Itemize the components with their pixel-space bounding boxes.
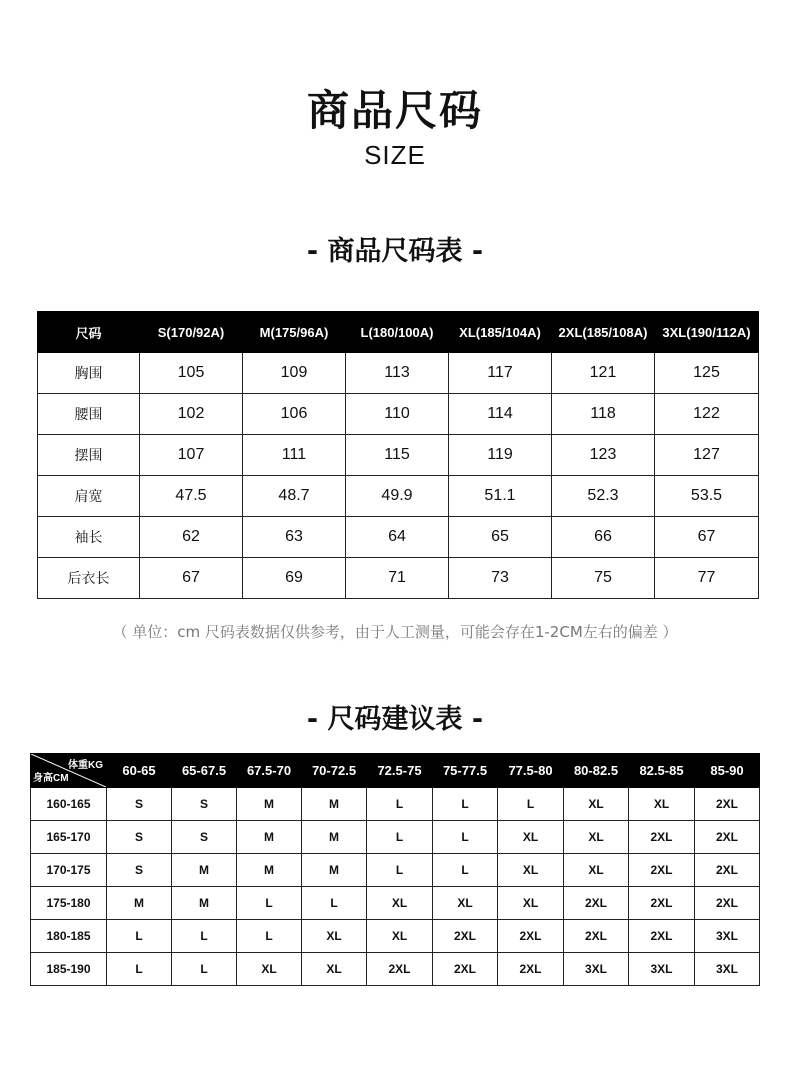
table-cell: 118 — [552, 394, 655, 435]
table-cell: 75 — [552, 558, 655, 599]
table-cell: 125 — [655, 353, 759, 394]
recommended-size-cell: S — [107, 788, 172, 821]
recommended-size-cell: L — [367, 854, 433, 887]
recommended-size-cell: 2XL — [629, 821, 695, 854]
column-header: S(170/92A) — [140, 312, 243, 353]
recommended-size-cell: XL — [302, 953, 367, 986]
height-range-cell: 180-185 — [31, 920, 107, 953]
table-cell: 127 — [655, 435, 759, 476]
table-row — [31, 854, 760, 887]
table-cell: 102 — [140, 394, 243, 435]
recommended-size-cell: L — [302, 887, 367, 920]
recommended-size-cell: XL — [367, 887, 433, 920]
table-row — [38, 353, 759, 394]
recommended-size-cell: 2XL — [629, 920, 695, 953]
recommended-size-cell: 2XL — [695, 854, 760, 887]
table-cell: 115 — [346, 435, 449, 476]
table-row — [38, 394, 759, 435]
table-row — [31, 887, 760, 920]
recommended-size-cell: 2XL — [498, 920, 564, 953]
recommended-size-cell: 2XL — [629, 854, 695, 887]
recommended-size-cell: M — [237, 854, 302, 887]
recommended-size-cell: S — [107, 854, 172, 887]
recommended-size-cell: XL — [564, 788, 629, 821]
recommended-size-cell: XL — [367, 920, 433, 953]
size-recommendation-table — [30, 753, 760, 986]
table-cell: 110 — [346, 394, 449, 435]
recommended-size-cell: XL — [564, 854, 629, 887]
recommended-size-cell: M — [172, 887, 237, 920]
table-row — [31, 821, 760, 854]
recommended-size-cell: XL — [498, 854, 564, 887]
recommended-size-cell: L — [367, 821, 433, 854]
table-cell: 107 — [140, 435, 243, 476]
recommended-size-cell: 2XL — [695, 887, 760, 920]
weight-column-header: 75-77.5 — [433, 754, 498, 788]
recommended-size-cell: 2XL — [564, 920, 629, 953]
height-range-cell: 160-165 — [31, 788, 107, 821]
weight-column-header: 85-90 — [695, 754, 760, 788]
table-cell: 53.5 — [655, 476, 759, 517]
measurement-note: （ 单位：cm 尺码表数据仅供参考，由于人工测量，可能会存在1-2CM左右的偏差 ） — [112, 623, 678, 641]
recommended-size-cell: 2XL — [498, 953, 564, 986]
recommended-size-cell: 3XL — [695, 920, 760, 953]
recommended-size-cell: 2XL — [564, 887, 629, 920]
table-cell: 51.1 — [449, 476, 552, 517]
column-header: 尺码 — [38, 312, 140, 353]
table-row — [31, 953, 760, 986]
table-cell: 67 — [140, 558, 243, 599]
row-label: 肩宽 — [38, 476, 140, 517]
recommended-size-cell: 3XL — [564, 953, 629, 986]
table-cell: 114 — [449, 394, 552, 435]
recommendation-heading: - 尺码建议表 - — [306, 704, 484, 735]
column-header: 3XL(190/112A) — [655, 312, 759, 353]
table-cell: 48.7 — [243, 476, 346, 517]
row-label: 摆围 — [38, 435, 140, 476]
corner-header — [31, 754, 107, 788]
recommended-size-cell: M — [302, 854, 367, 887]
recommended-size-cell: L — [237, 920, 302, 953]
table-row — [38, 435, 759, 476]
column-header: L(180/100A) — [346, 312, 449, 353]
table-cell: 62 — [140, 517, 243, 558]
recommended-size-cell: L — [107, 953, 172, 986]
recommended-size-cell: M — [107, 887, 172, 920]
column-header: M(175/96A) — [243, 312, 346, 353]
table-cell: 105 — [140, 353, 243, 394]
table-cell: 52.3 — [552, 476, 655, 517]
page-subtitle: SIZE — [364, 140, 426, 170]
table-cell: 117 — [449, 353, 552, 394]
recommended-size-cell: XL — [564, 821, 629, 854]
table-cell: 106 — [243, 394, 346, 435]
recommended-size-cell: 2XL — [367, 953, 433, 986]
weight-column-header: 80-82.5 — [564, 754, 629, 788]
recommended-size-cell: XL — [433, 887, 498, 920]
recommended-size-cell: XL — [498, 887, 564, 920]
table-cell: 67 — [655, 517, 759, 558]
weight-column-header: 82.5-85 — [629, 754, 695, 788]
weight-column-header: 65-67.5 — [172, 754, 237, 788]
size-chart-table — [37, 311, 759, 599]
row-label: 腰围 — [38, 394, 140, 435]
height-range-cell: 185-190 — [31, 953, 107, 986]
recommended-size-cell: L — [433, 788, 498, 821]
table-cell: 63 — [243, 517, 346, 558]
row-label: 后衣长 — [38, 558, 140, 599]
table-cell: 69 — [243, 558, 346, 599]
recommended-size-cell: XL — [629, 788, 695, 821]
recommended-size-cell: 2XL — [433, 920, 498, 953]
table-row — [31, 788, 760, 821]
table-cell: 109 — [243, 353, 346, 394]
height-range-cell: 165-170 — [31, 821, 107, 854]
recommended-size-cell: L — [172, 920, 237, 953]
table-cell: 64 — [346, 517, 449, 558]
recommended-size-cell: 2XL — [433, 953, 498, 986]
table-cell: 65 — [449, 517, 552, 558]
recommended-size-cell: M — [302, 821, 367, 854]
height-range-cell: 175-180 — [31, 887, 107, 920]
recommended-size-cell: XL — [498, 821, 564, 854]
weight-column-header: 77.5-80 — [498, 754, 564, 788]
column-header: XL(185/104A) — [449, 312, 552, 353]
weight-axis-label: 体重KG — [68, 760, 103, 771]
weight-column-header: 72.5-75 — [367, 754, 433, 788]
recommended-size-cell: M — [237, 821, 302, 854]
recommended-size-cell: S — [172, 788, 237, 821]
table-cell: 123 — [552, 435, 655, 476]
recommended-size-cell: S — [107, 821, 172, 854]
recommendation-header-row — [31, 754, 760, 788]
table-cell: 49.9 — [346, 476, 449, 517]
table-cell: 113 — [346, 353, 449, 394]
table-cell: 119 — [449, 435, 552, 476]
table-cell: 122 — [655, 394, 759, 435]
recommended-size-cell: M — [172, 854, 237, 887]
recommended-size-cell: L — [433, 821, 498, 854]
weight-column-header: 60-65 — [107, 754, 172, 788]
table-row — [31, 920, 760, 953]
recommended-size-cell: L — [237, 887, 302, 920]
table-cell: 66 — [552, 517, 655, 558]
recommended-size-cell: M — [237, 788, 302, 821]
recommended-size-cell: XL — [237, 953, 302, 986]
height-axis-label: 身高CM — [33, 773, 69, 784]
table-cell: 73 — [449, 558, 552, 599]
recommended-size-cell: L — [498, 788, 564, 821]
size-chart-heading: - 商品尺码表 - — [306, 236, 484, 267]
column-header: 2XL(185/108A) — [552, 312, 655, 353]
table-row — [38, 558, 759, 599]
table-cell: 71 — [346, 558, 449, 599]
table-cell: 121 — [552, 353, 655, 394]
recommended-size-cell: M — [302, 788, 367, 821]
recommended-size-cell: L — [107, 920, 172, 953]
row-label: 胸围 — [38, 353, 140, 394]
page-title: 商品尺码 — [306, 86, 483, 135]
recommended-size-cell: S — [172, 821, 237, 854]
table-cell: 77 — [655, 558, 759, 599]
height-range-cell: 170-175 — [31, 854, 107, 887]
recommended-size-cell: XL — [302, 920, 367, 953]
table-cell: 111 — [243, 435, 346, 476]
recommended-size-cell: L — [367, 788, 433, 821]
recommended-size-cell: 2XL — [695, 821, 760, 854]
recommended-size-cell: 3XL — [695, 953, 760, 986]
weight-column-header: 67.5-70 — [237, 754, 302, 788]
recommended-size-cell: L — [433, 854, 498, 887]
table-row — [38, 476, 759, 517]
weight-column-header: 70-72.5 — [302, 754, 367, 788]
recommended-size-cell: 3XL — [629, 953, 695, 986]
recommended-size-cell: L — [172, 953, 237, 986]
table-cell: 47.5 — [140, 476, 243, 517]
table-row — [38, 517, 759, 558]
size-chart-header-row — [38, 312, 759, 353]
recommended-size-cell: 2XL — [629, 887, 695, 920]
recommended-size-cell: 2XL — [695, 788, 760, 821]
row-label: 袖长 — [38, 517, 140, 558]
